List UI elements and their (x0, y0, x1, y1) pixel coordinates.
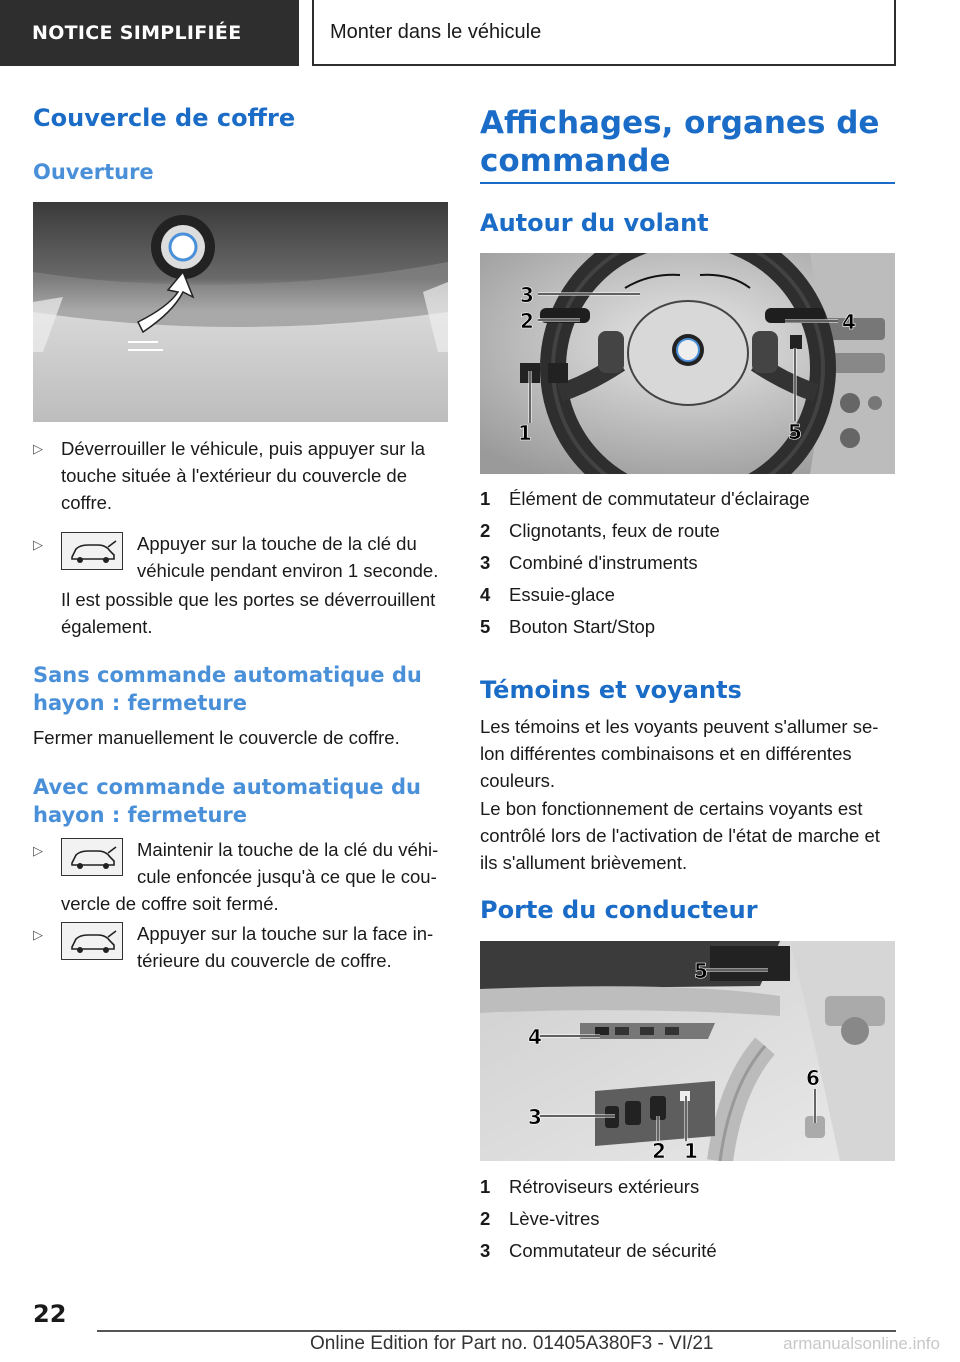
wheel-callout-4: 4 (842, 310, 856, 334)
footer-rule (97, 1330, 896, 1332)
bullet-inner-button-line1: Appuyer sur la touche sur la face in- (137, 923, 434, 944)
door-item-number: 1 (480, 1176, 491, 1197)
bullet-unlock-text: Déverrouiller le véhicule, puis appuyer sur la touche située à l'extérieur du couvercle de coffre. (61, 438, 426, 513)
wheel-item-label: Bouton Start/Stop (509, 616, 656, 637)
wheel-item-label: Essuie-glace (509, 584, 615, 605)
wheel-item-number: 1 (480, 488, 491, 509)
auto-close-heading-line1: Avec commande automatique du (33, 775, 421, 799)
lights-heading: Témoins et voyants (480, 676, 742, 704)
steering-wheel-illustration (480, 253, 895, 474)
auto-close-heading-line2: hayon : fermeture (33, 803, 248, 827)
manual-close-text: Fermer manuellement le couvercle de coffre. (33, 727, 400, 748)
section-tab (0, 0, 299, 66)
wheel-item-number: 5 (480, 616, 491, 637)
door-heading: Porte du conducteur (480, 896, 758, 924)
door-item-label: Lève-vitres (509, 1208, 600, 1229)
lights-paragraph-1 (480, 713, 900, 794)
controls-title-line2: commande (480, 143, 671, 179)
triangle-bullet-icon: ▷ (33, 927, 43, 942)
wheel-item-number: 4 (480, 584, 491, 605)
auto-close-heading (33, 773, 421, 829)
car-key-trunk-icon (61, 532, 123, 570)
triangle-bullet-icon: ▷ (33, 537, 43, 552)
wheel-callout-3: 3 (520, 283, 534, 307)
bullet-key-text: Appuyer sur la touche de la clé du véhicule pendant environ 1 seconde. (137, 533, 439, 581)
car-trunk-button-icon (61, 922, 123, 960)
edition-info: Online Edition for Part no. 01405A380F3 - VI/21 (310, 1333, 714, 1354)
bullet-hold-key-line1: Maintenir la touche de la clé du véhi- (137, 839, 439, 860)
triangle-bullet-icon: ▷ (33, 441, 43, 456)
driver-door-illustration (480, 941, 895, 1161)
wheel-item-label: Combiné d'instruments (509, 552, 698, 573)
wheel-item-number: 3 (480, 552, 491, 573)
page-number: 22 (33, 1300, 67, 1328)
door-item-label: Commutateur de sécurité (509, 1240, 717, 1261)
section-label: NOTICE SIMPLIFIÉE (32, 22, 242, 44)
manual-close-heading-line2: hayon : fermeture (33, 691, 248, 715)
triangle-bullet-icon: ▷ (33, 843, 43, 858)
controls-title (480, 104, 879, 180)
door-item-label: Rétroviseurs extérieurs (509, 1176, 700, 1197)
controls-title-line1: Affichages, organes de (480, 105, 880, 141)
wheel-callout-5: 5 (788, 420, 802, 444)
door-callout-6: 6 (806, 1066, 820, 1090)
title-rule (480, 182, 895, 184)
wheel-callout-1: 1 (518, 421, 532, 445)
watermark: armanualsonline.info (783, 1334, 940, 1353)
car-key-trunk-icon (61, 838, 123, 876)
door-callout-1: 1 (684, 1139, 698, 1161)
bullet-inner-button-line2: térieure du couvercle de coffre. (137, 950, 392, 971)
lights-p2-line1: Le bon fonctionnement de certains voyants est (480, 798, 863, 819)
opening-heading: Ouverture (33, 160, 154, 184)
wheel-callout-2: 2 (520, 309, 534, 333)
trunk-title: Couvercle de coffre (33, 104, 296, 132)
lights-p2-line3: ils s'allument brièvement. (480, 852, 688, 873)
wheel-heading: Autour du volant (480, 209, 709, 237)
bullet-hold-key-line2: cule enfoncée jusqu'à ce que le cou- (137, 866, 437, 887)
door-callout-2: 2 (652, 1139, 666, 1161)
bullet-unlock (33, 435, 448, 516)
door-item-number: 3 (480, 1240, 491, 1261)
chapter-tab (312, 0, 896, 66)
chapter-label: Monter dans le véhicule (330, 20, 542, 43)
trunk-illustration (33, 202, 448, 422)
lights-p1-line1: Les témoins et les voyants peuvent s'allumer se- (480, 716, 879, 737)
door-callout-3: 3 (528, 1105, 542, 1129)
door-callout-4: 4 (528, 1025, 542, 1049)
wheel-item-label: Clignotants, feux de route (509, 520, 720, 541)
door-callout-5: 5 (694, 959, 708, 983)
lights-p1-line2: lon différentes combinaisons et en différentes (480, 743, 852, 764)
bullet-key-note: Il est possible que les portes se déverrouillent également. (61, 589, 436, 637)
manual-close-heading-line1: Sans commande automatique du (33, 663, 422, 687)
bullet-hold-key-line3: vercle de coffre soit fermé. (61, 893, 279, 914)
lights-paragraph-2 (480, 795, 900, 876)
lights-p2-line2: contrôlé lors de l'activation de l'état de marche et (480, 825, 880, 846)
lights-p1-line3: couleurs. (480, 770, 556, 791)
door-item-number: 2 (480, 1208, 491, 1229)
manual-close-heading (33, 661, 422, 717)
wheel-item-label: Élément de commutateur d'éclairage (509, 488, 810, 509)
wheel-item-number: 2 (480, 520, 491, 541)
